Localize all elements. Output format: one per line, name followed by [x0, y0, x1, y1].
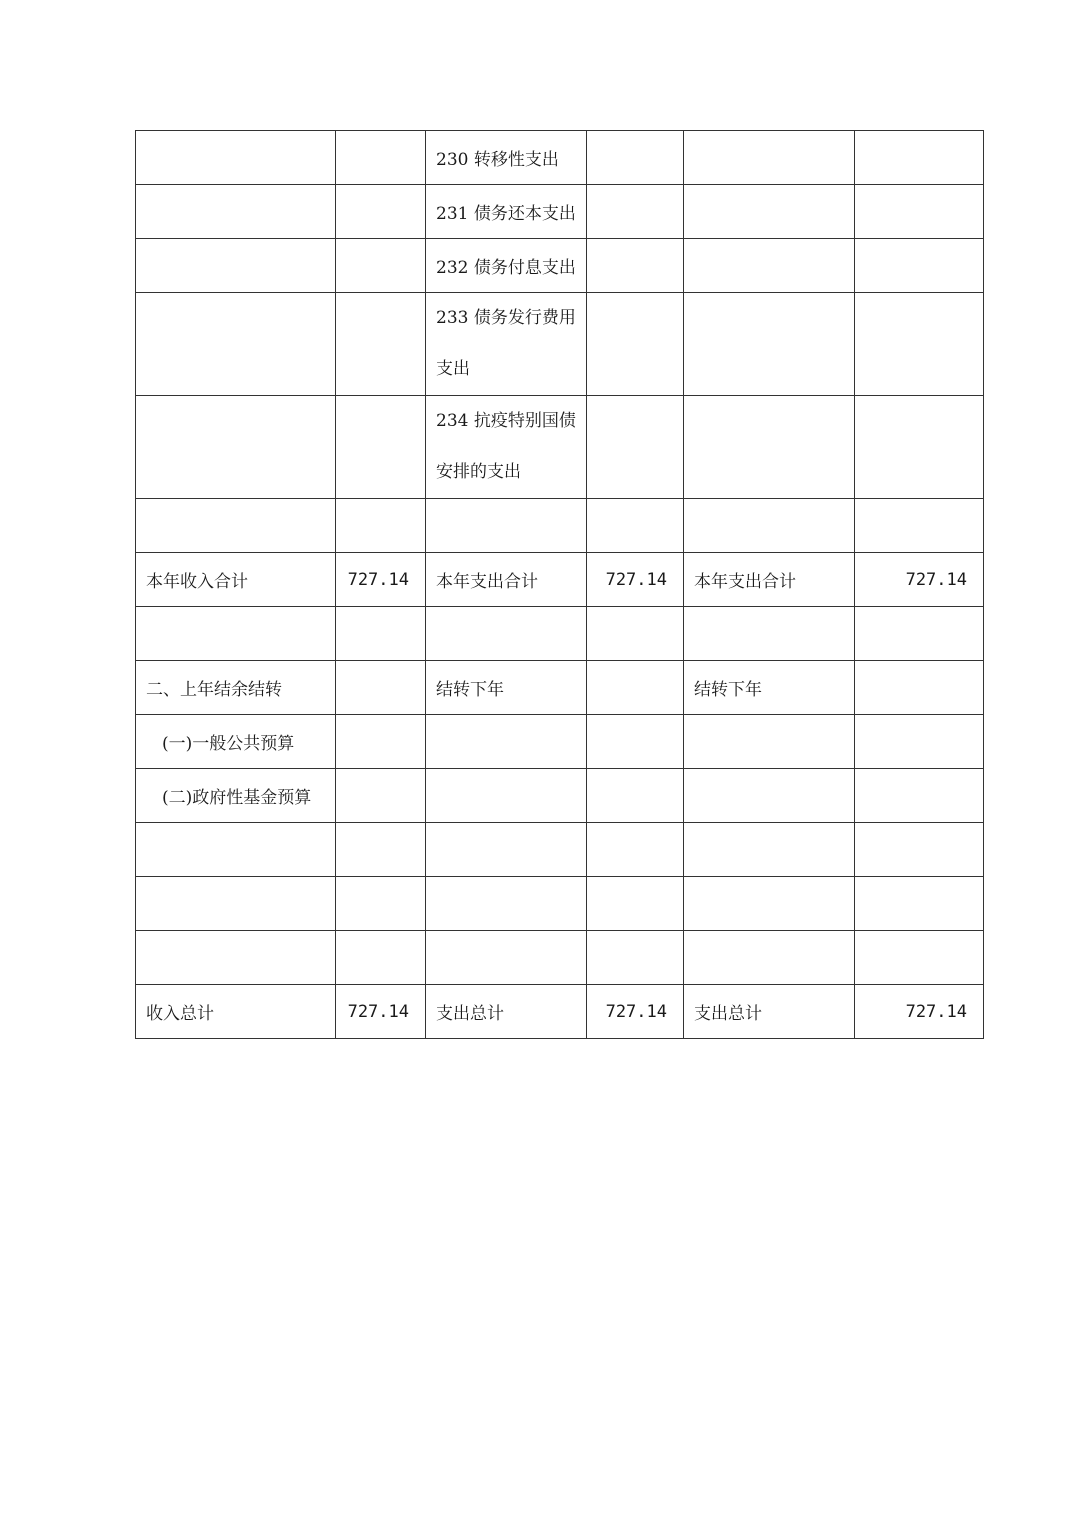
income-item-cell	[136, 396, 336, 499]
expense-econ-item-cell	[684, 185, 855, 239]
income-item-cell: (一)一般公共预算	[136, 715, 336, 769]
income-item-cell: 二、上年结余结转	[136, 661, 336, 715]
expense-econ-item-cell	[684, 877, 855, 931]
expense-econ-amount-cell	[855, 823, 984, 877]
table-row-grand-total	[136, 985, 984, 1039]
table-row	[136, 931, 984, 985]
expense-item-cell: 结转下年	[426, 661, 587, 715]
expense-econ-item-cell	[684, 607, 855, 661]
expense-econ-amount-cell	[855, 396, 984, 499]
expense-item-cell: 233 债务发行费用支出	[426, 293, 587, 396]
expense-item-cell: 234 抗疫特别国债安排的支出	[426, 396, 587, 499]
income-item-cell	[136, 607, 336, 661]
table-row	[136, 131, 984, 185]
expense-amount-cell	[587, 931, 684, 985]
expense-econ-amount-cell: 727.14	[855, 985, 984, 1039]
expense-item-cell	[426, 607, 587, 661]
expense-amount-cell	[587, 185, 684, 239]
expense-item-cell	[426, 769, 587, 823]
income-amount-cell: 727.14	[336, 553, 426, 607]
expense-item-cell	[426, 877, 587, 931]
income-item-cell	[136, 823, 336, 877]
table-row	[136, 823, 984, 877]
table-row	[136, 769, 984, 823]
table-row	[136, 239, 984, 293]
expense-econ-amount-cell	[855, 715, 984, 769]
income-item-cell	[136, 239, 336, 293]
income-amount-cell	[336, 293, 426, 396]
income-amount-cell	[336, 715, 426, 769]
expense-item-cell	[426, 823, 587, 877]
table-row	[136, 499, 984, 553]
table-row	[136, 877, 984, 931]
income-amount-cell	[336, 877, 426, 931]
expense-econ-amount-cell	[855, 131, 984, 185]
expense-item-cell	[426, 931, 587, 985]
table-row	[136, 396, 984, 499]
expense-item-cell	[426, 499, 587, 553]
table-row	[136, 715, 984, 769]
table-row	[136, 185, 984, 239]
income-item-cell	[136, 185, 336, 239]
expense-econ-item-cell	[684, 931, 855, 985]
expense-econ-amount-cell: 727.14	[855, 553, 984, 607]
income-item-cell	[136, 877, 336, 931]
table-row-annual-total	[136, 553, 984, 607]
income-item-cell: (二)政府性基金预算	[136, 769, 336, 823]
expense-econ-item-cell	[684, 131, 855, 185]
expense-item-cell: 231 债务还本支出	[426, 185, 587, 239]
income-amount-cell	[336, 769, 426, 823]
income-item-cell	[136, 499, 336, 553]
expense-econ-item-cell	[684, 769, 855, 823]
expense-econ-amount-cell	[855, 769, 984, 823]
income-item-cell	[136, 293, 336, 396]
expense-econ-item-cell: 支出总计	[684, 985, 855, 1039]
expense-amount-cell: 727.14	[587, 985, 684, 1039]
income-amount-cell	[336, 396, 426, 499]
income-amount-cell	[336, 499, 426, 553]
income-amount-cell	[336, 607, 426, 661]
income-item-cell	[136, 931, 336, 985]
expense-econ-item-cell	[684, 396, 855, 499]
table-row	[136, 661, 984, 715]
expense-item-cell	[426, 715, 587, 769]
expense-econ-amount-cell	[855, 293, 984, 396]
income-item-cell	[136, 131, 336, 185]
expense-econ-item-cell: 结转下年	[684, 661, 855, 715]
income-amount-cell	[336, 931, 426, 985]
expense-amount-cell	[587, 131, 684, 185]
expense-item-cell: 支出总计	[426, 985, 587, 1039]
expense-econ-item-cell: 本年支出合计	[684, 553, 855, 607]
expense-econ-amount-cell	[855, 931, 984, 985]
income-item-cell: 本年收入合计	[136, 553, 336, 607]
income-amount-cell	[336, 823, 426, 877]
income-amount-cell	[336, 239, 426, 293]
expense-econ-amount-cell	[855, 661, 984, 715]
expense-econ-amount-cell	[855, 239, 984, 293]
expense-econ-amount-cell	[855, 185, 984, 239]
expense-amount-cell: 727.14	[587, 553, 684, 607]
expense-econ-item-cell	[684, 715, 855, 769]
expense-econ-item-cell	[684, 499, 855, 553]
budget-table	[135, 130, 984, 1039]
table-row	[136, 607, 984, 661]
expense-amount-cell	[587, 769, 684, 823]
expense-econ-item-cell	[684, 239, 855, 293]
expense-amount-cell	[587, 396, 684, 499]
income-amount-cell	[336, 661, 426, 715]
expense-item-cell: 本年支出合计	[426, 553, 587, 607]
income-amount-cell	[336, 185, 426, 239]
expense-item-cell: 230 转移性支出	[426, 131, 587, 185]
income-amount-cell: 727.14	[336, 985, 426, 1039]
expense-amount-cell	[587, 239, 684, 293]
expense-amount-cell	[587, 499, 684, 553]
expense-econ-amount-cell	[855, 607, 984, 661]
expense-econ-item-cell	[684, 293, 855, 396]
expense-amount-cell	[587, 823, 684, 877]
expense-econ-item-cell	[684, 823, 855, 877]
expense-amount-cell	[587, 877, 684, 931]
expense-econ-amount-cell	[855, 499, 984, 553]
expense-amount-cell	[587, 661, 684, 715]
income-item-cell: 收入总计	[136, 985, 336, 1039]
expense-item-cell: 232 债务付息支出	[426, 239, 587, 293]
expense-econ-amount-cell	[855, 877, 984, 931]
expense-amount-cell	[587, 715, 684, 769]
table-row	[136, 293, 984, 396]
income-amount-cell	[336, 131, 426, 185]
expense-amount-cell	[587, 293, 684, 396]
expense-amount-cell	[587, 607, 684, 661]
